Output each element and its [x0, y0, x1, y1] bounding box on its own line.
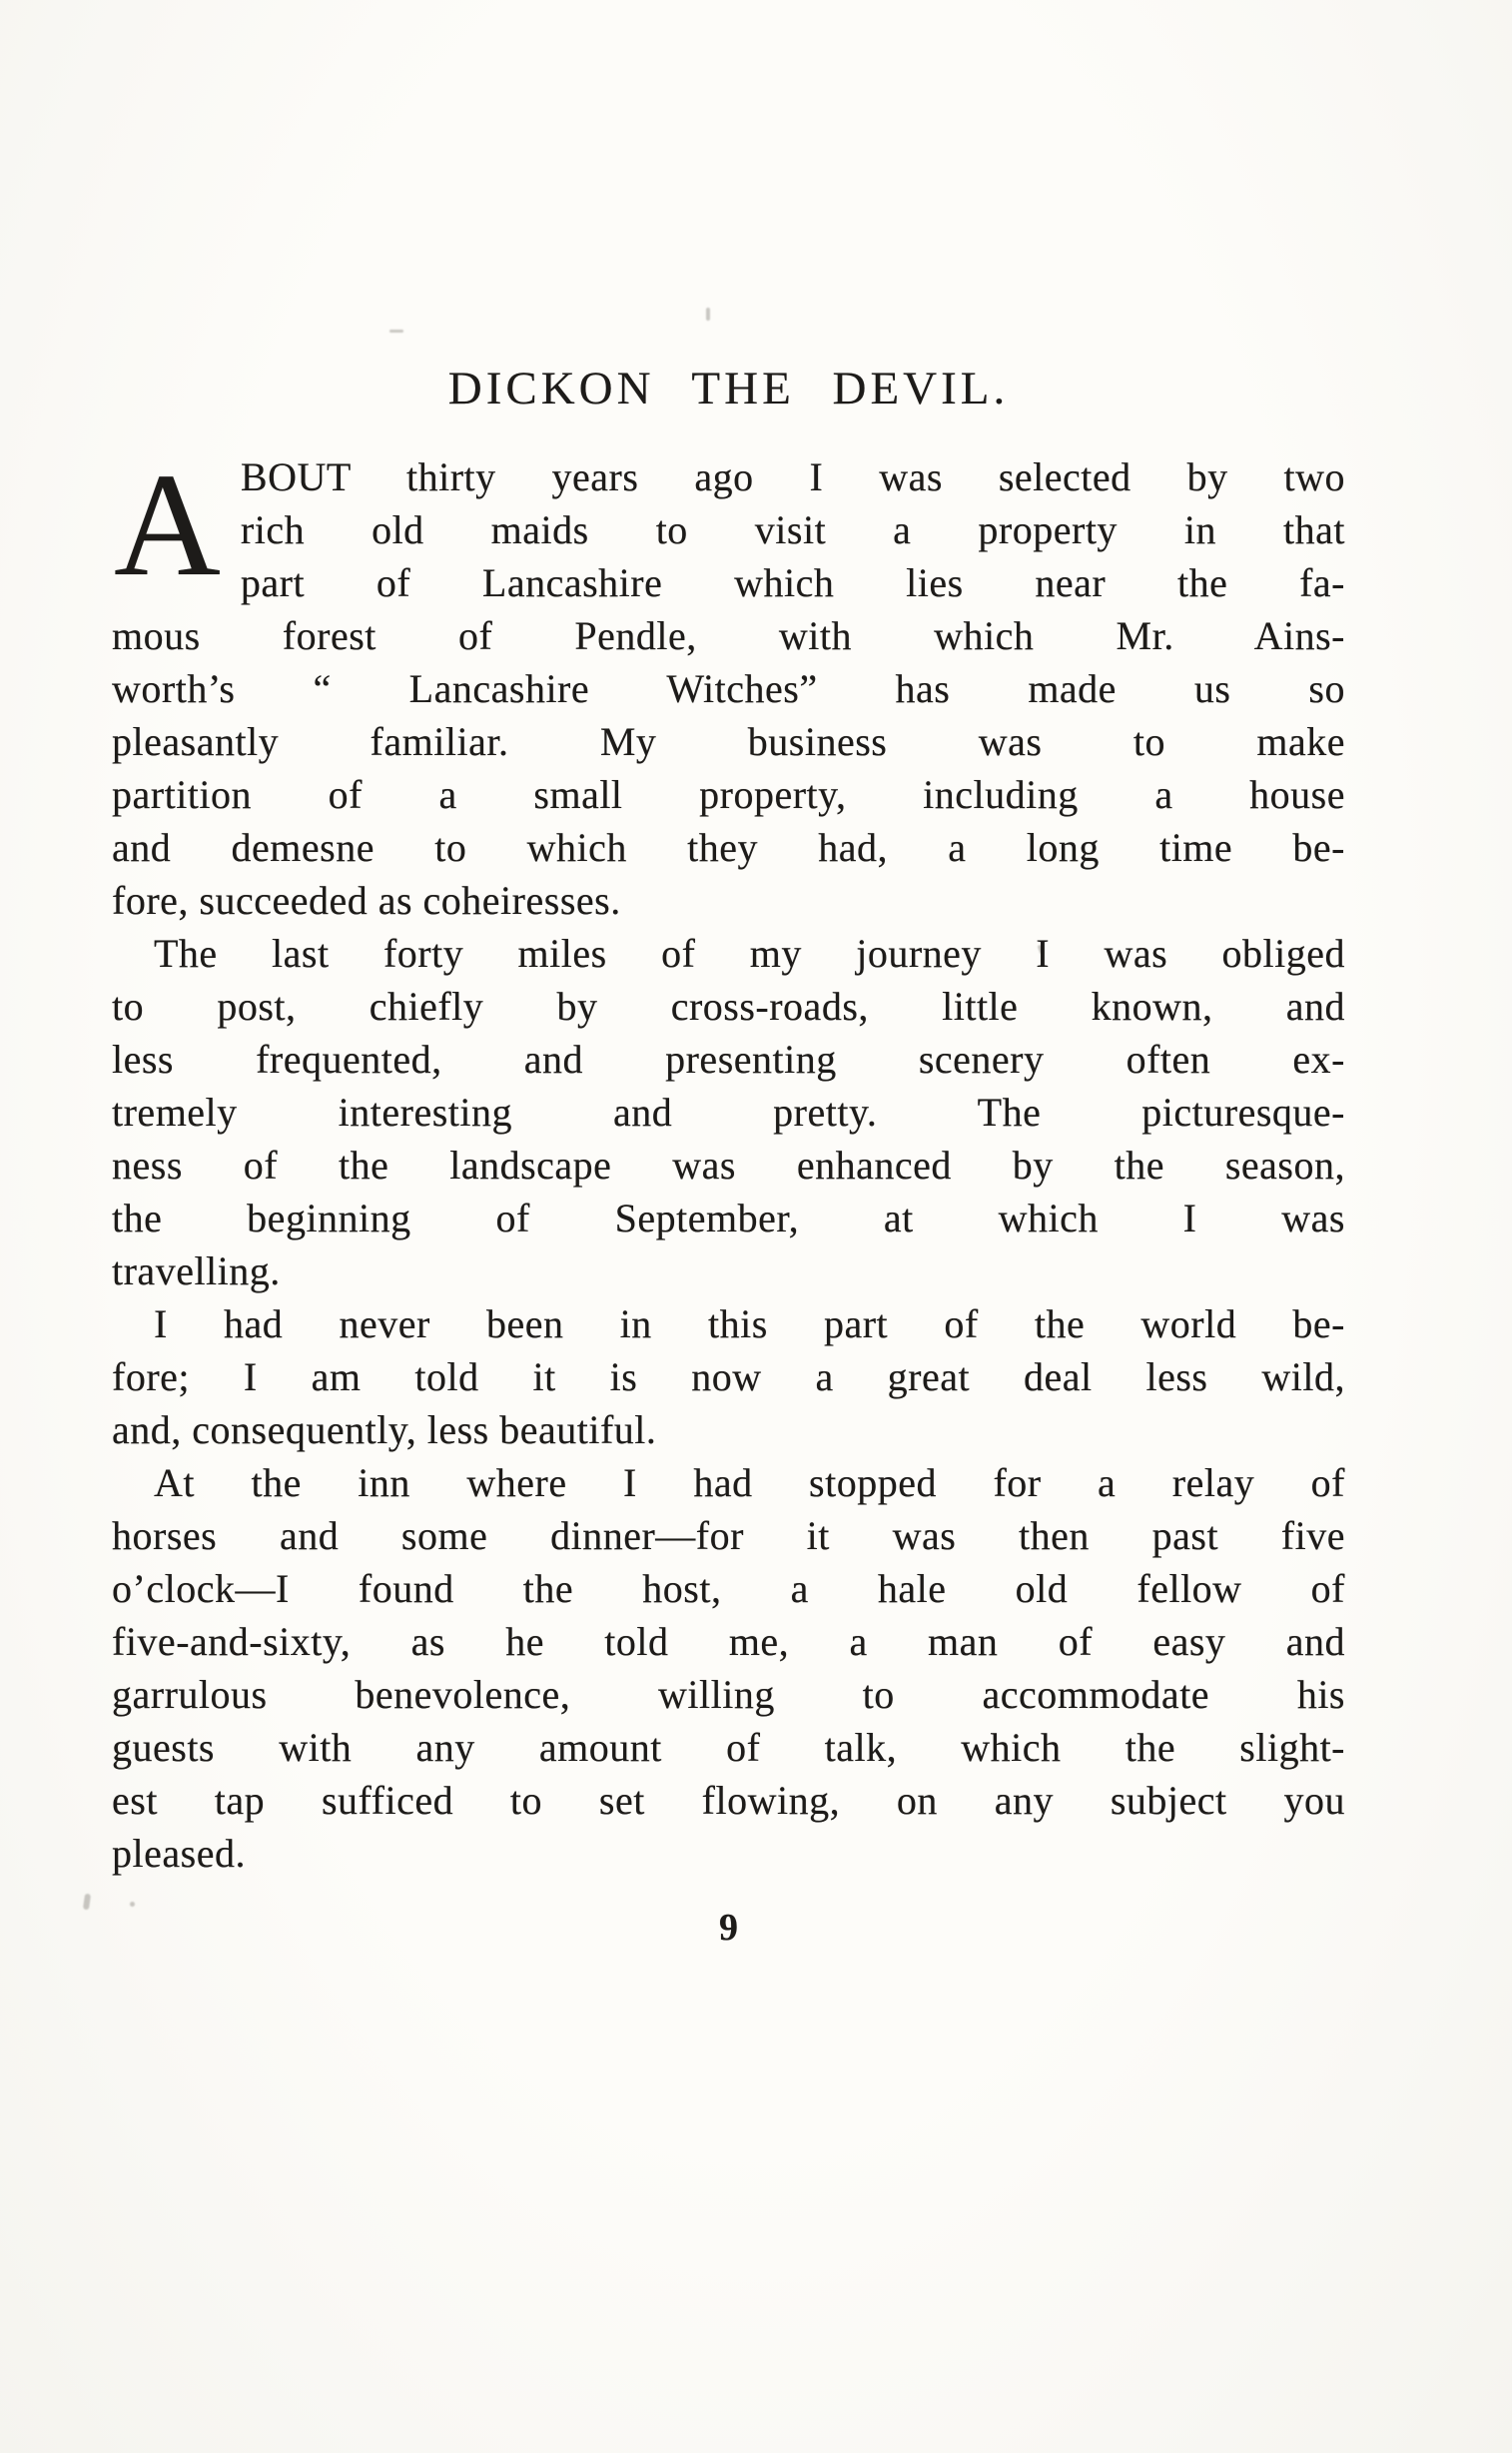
- text-line: worth’s “ Lancashire Witches” has made us so: [112, 666, 1345, 711]
- text-line: rich old maids to visit a property in that: [240, 507, 1345, 552]
- text-line: o’clock—I found the host, a hale old fellow of: [112, 1566, 1345, 1611]
- text-line: travelling.: [112, 1248, 281, 1293]
- page-title: DICKON THE DEVIL.: [447, 363, 1010, 414]
- scan-artifact: [389, 330, 403, 333]
- text-line: the beginning of September, at which I was: [112, 1196, 1345, 1240]
- text-line: guests with any amount of talk, which the slight-: [112, 1725, 1345, 1770]
- text-line: tremely interesting and pretty. The picturesque-: [112, 1090, 1345, 1135]
- text-line: pleasantly familiar. My business was to make: [112, 719, 1345, 764]
- text-line: pleased.: [112, 1831, 246, 1876]
- text-line: fore, succeeded as coheiresses.: [112, 878, 621, 923]
- page-number: 9: [719, 1907, 738, 1949]
- text-line: BOUT thirty years ago I was selected by two: [240, 454, 1345, 499]
- text-line: and, consequently, less beautiful.: [112, 1407, 657, 1452]
- text-line: to post, chiefly by cross-roads, little known, and: [112, 984, 1345, 1029]
- drop-cap: A: [114, 443, 221, 607]
- text-line: At the inn where I had stopped for a relay of: [154, 1460, 1345, 1505]
- text-line: partition of a small property, including a house: [112, 772, 1345, 817]
- scan-artifact: [706, 308, 710, 321]
- text-line: ness of the landscape was enhanced by the season,: [112, 1143, 1345, 1188]
- paragraph: [112, 927, 1345, 1297]
- paragraphs: [112, 443, 1345, 1880]
- text-line: est tap sufficed to set flowing, on any subject you: [112, 1778, 1345, 1823]
- text-block: [112, 363, 1345, 1950]
- text-line: The last forty miles of my journey I was obliged: [154, 931, 1345, 976]
- text-line: five-and-sixty, as he told me, a man of easy and: [112, 1619, 1345, 1664]
- text-line: garrulous benevolence, willing to accommodate his: [112, 1672, 1345, 1717]
- text-line: fore; I am told it is now a great deal less wild,: [112, 1354, 1345, 1399]
- text-line: part of Lancashire which lies near the fa-: [240, 560, 1345, 605]
- text-line: horses and some dinner—for it was then past five: [112, 1513, 1345, 1558]
- text-line: mous forest of Pendle, with which Mr. Ains-: [112, 613, 1345, 658]
- text-line: and demesne to which they had, a long time be-: [112, 825, 1345, 870]
- text-line: less frequented, and presenting scenery often ex-: [112, 1037, 1345, 1082]
- paragraph: [112, 1297, 1345, 1456]
- scan-artifact: [83, 1894, 91, 1911]
- text-line: I had never been in this part of the world be-: [154, 1301, 1345, 1346]
- paragraph: [112, 1456, 1345, 1880]
- paragraph: [112, 443, 1345, 927]
